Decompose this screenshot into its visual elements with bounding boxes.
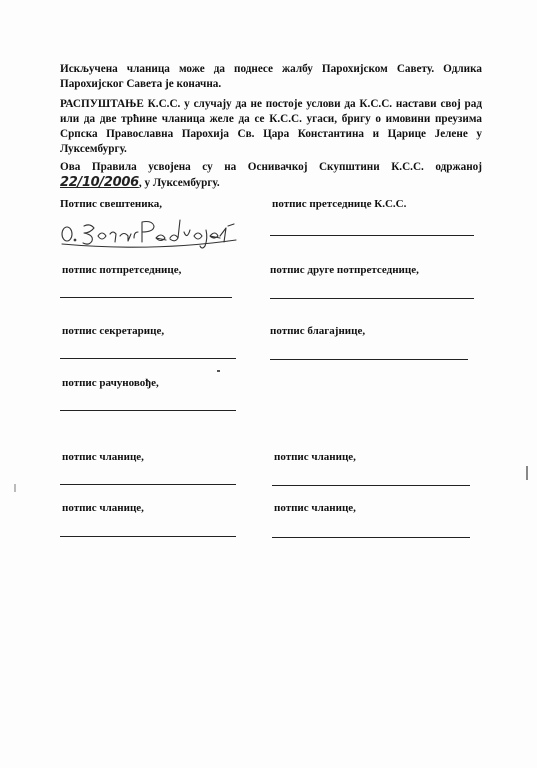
member-signature-label-3: потпис чланице, [62,502,144,514]
adoption-text: Ова Правила усвојена су на Оснивачкој Скупштини К.С.С. одржаној [60,161,482,173]
accountant-signature-line [60,410,236,411]
member-signature-label-4: потпис чланице, [274,502,356,514]
president-signature-label: потпис претседнице К.С.С. [272,198,407,210]
paragraph-dissolution: РАСПУШТАЊЕ К.С.С. у случају да не постоје услови да К.С.С. настави свој рад или да две трћине чланица желе да се К.С.С. угаси, бригу о имовини преузима Српска Православна Парохија Св. Цара Константина и Царице Јелене у Луксембургу. [60,98,482,155]
vice-president-signature-line [60,297,232,298]
treasurer-signature-line [270,359,468,360]
member-signature-label-2: потпис чланице, [274,451,356,463]
scan-edge-mark [14,484,16,492]
second-vice-president-signature-label: потпис друге потпретседнице, [270,264,419,276]
member-signature-line-1 [60,484,236,485]
paragraph-appeal: Искључена чланица може да поднесе жалбу Парохијском Савету. Одлика Парохијског Савета је коначна. [60,63,482,90]
accountant-signature-label: потпис рачуновође, [62,377,159,389]
member-signature-line-3 [60,536,236,537]
president-signature-line [270,235,474,236]
member-signature-line-4 [272,537,470,538]
vice-president-signature-label: потпис потпретседнице, [62,264,182,276]
scan-edge-mark [526,466,528,480]
member-signature-label-1: потпис чланице, [62,451,144,463]
secretary-signature-label: потпис секретарице, [62,325,165,337]
priest-signature-label: Потпис свештеника, [60,198,162,210]
ink-dot [217,370,220,372]
second-vice-president-signature-line [270,298,474,299]
secretary-signature-line [60,358,236,359]
member-signature-line-2 [272,485,470,486]
treasurer-signature-label: потпис благајнице, [270,325,366,337]
handwritten-signature [58,212,238,252]
adoption-place: , у Луксембургу. [138,177,220,189]
paragraph-adoption [60,160,482,191]
handwritten-date: 22/10/2006 [60,175,139,190]
